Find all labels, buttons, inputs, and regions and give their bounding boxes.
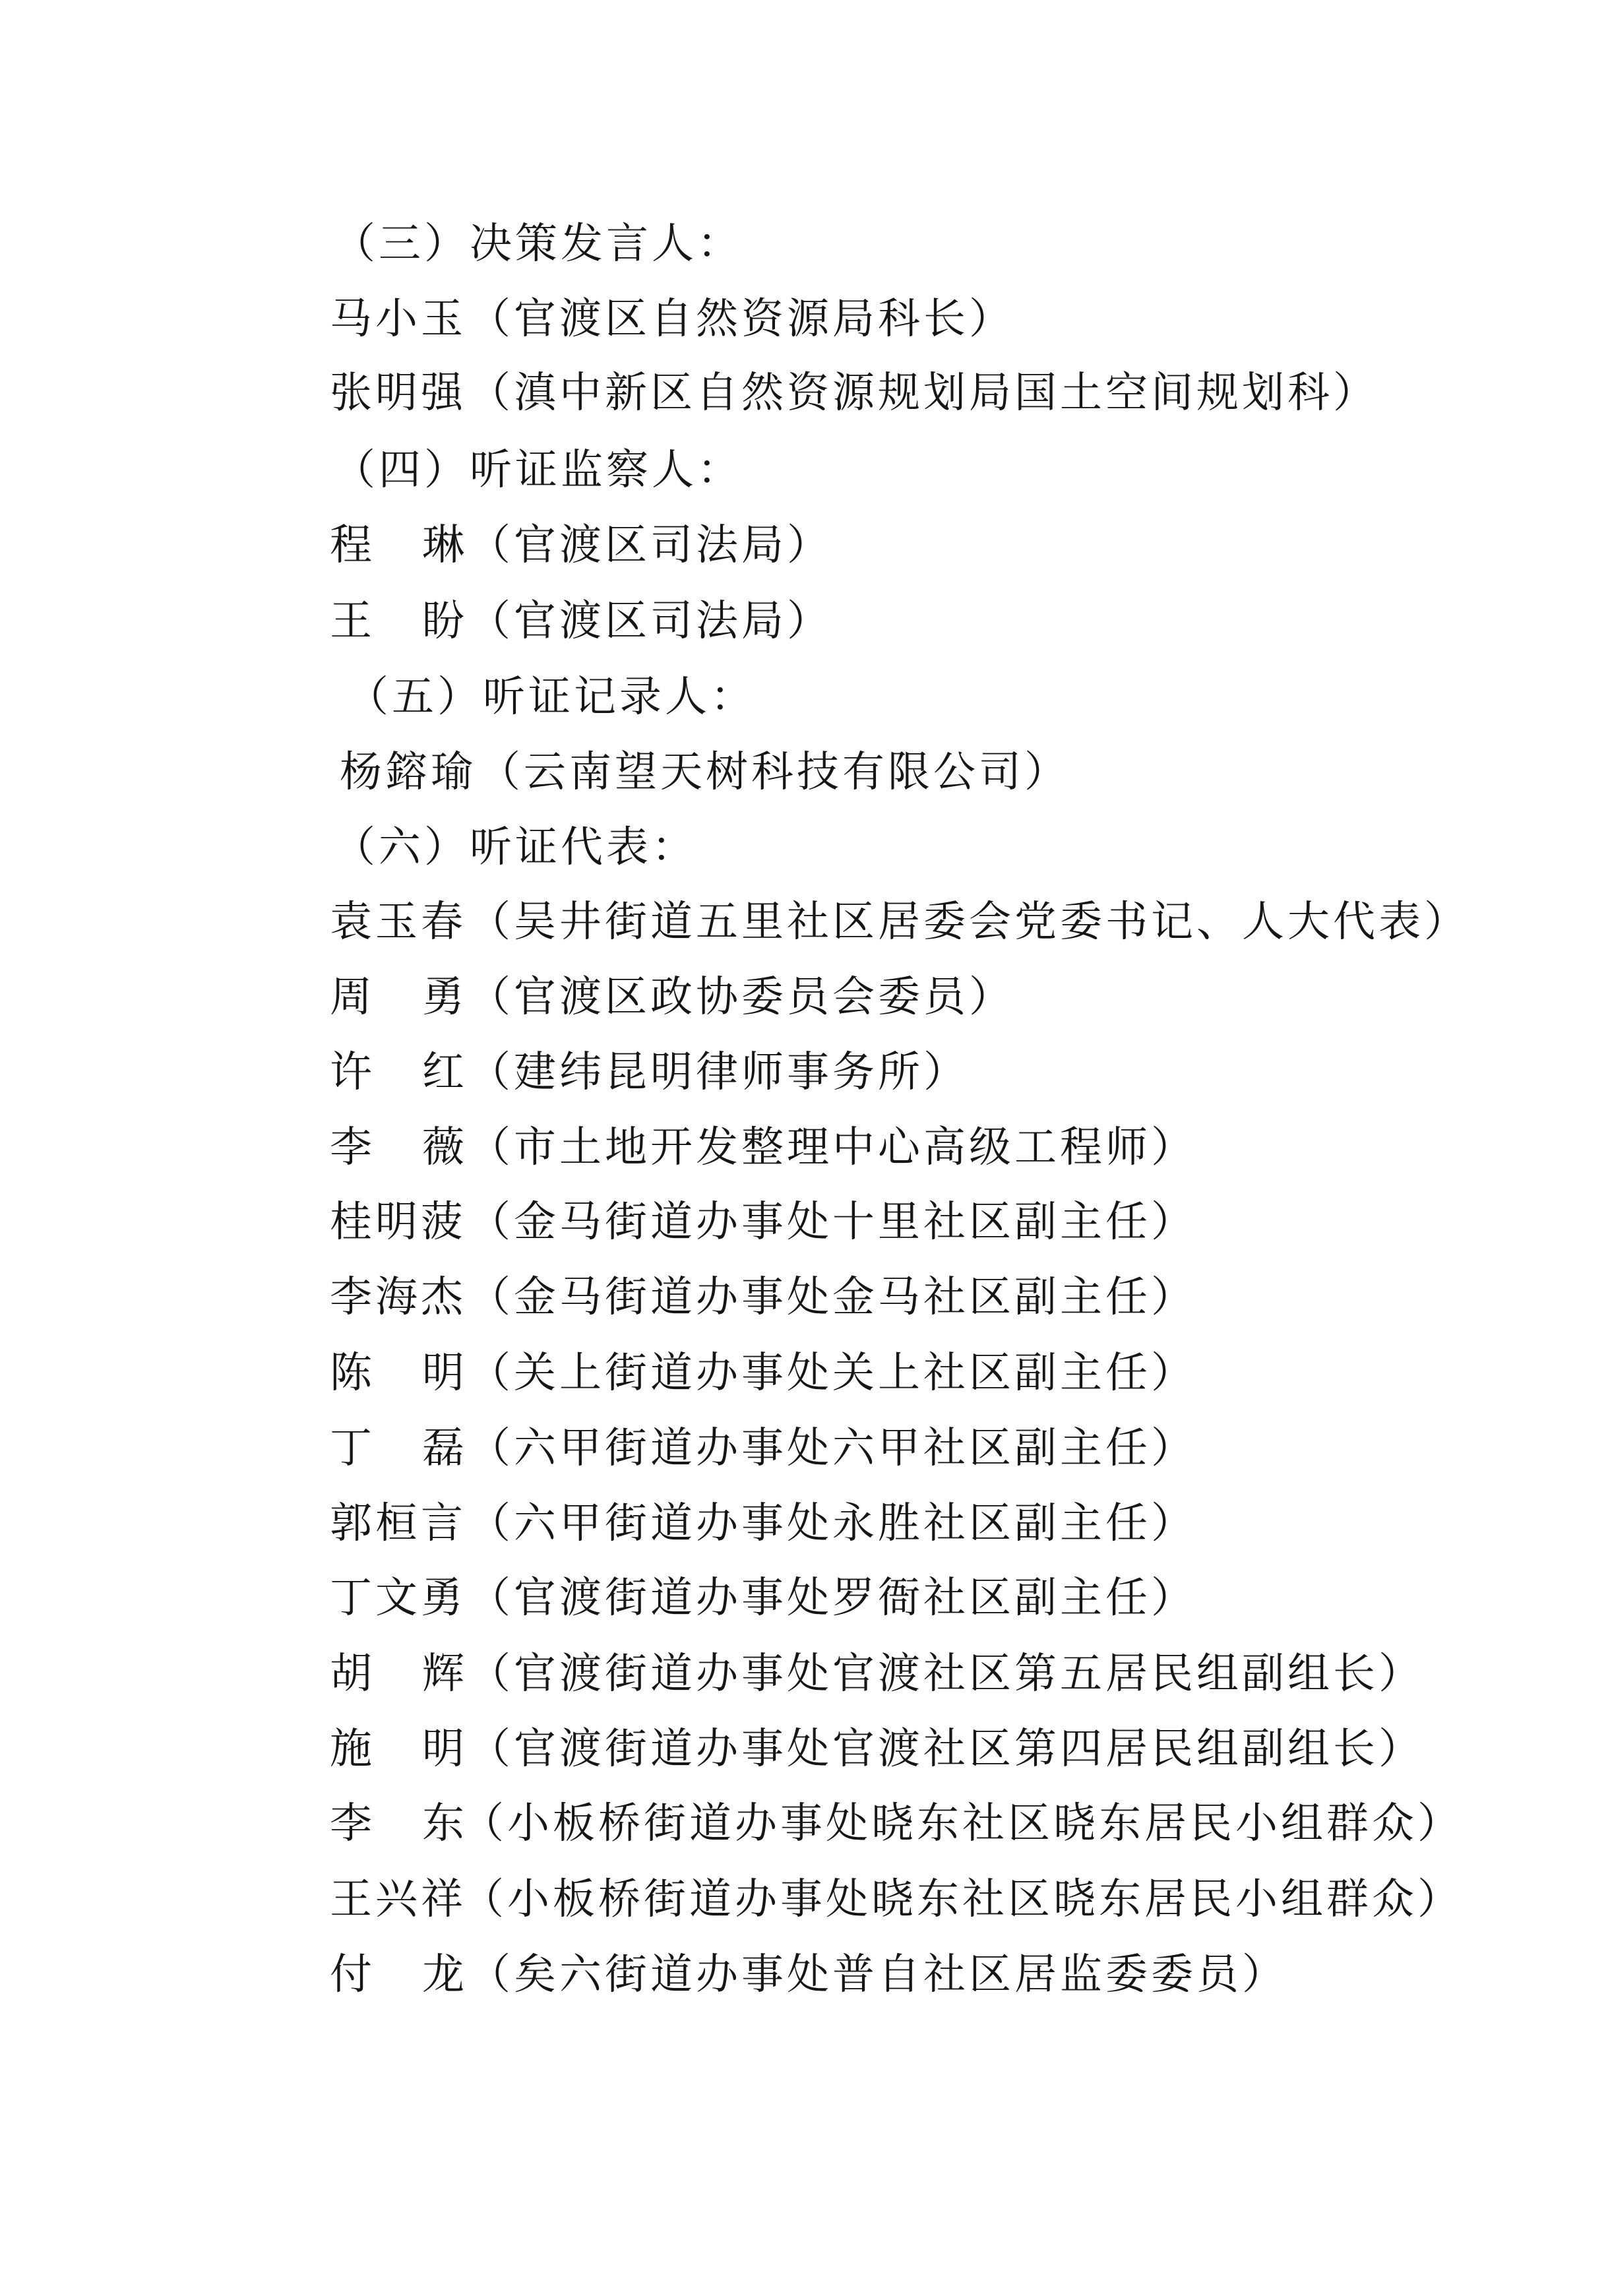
person-row bbox=[330, 1720, 1424, 1779]
section-heading-hearing-representatives: （六）听证代表： bbox=[333, 823, 697, 872]
person-row bbox=[330, 968, 1014, 1027]
person-row bbox=[330, 1945, 1287, 2004]
person-row bbox=[330, 592, 832, 651]
person-affiliation: （官渡街道办事处官渡社区第五居民组副组长） bbox=[468, 1650, 1424, 1698]
person-name bbox=[330, 516, 468, 575]
person-affiliation: （市土地开发整理中心高级工程师） bbox=[468, 1123, 1196, 1172]
person-row bbox=[330, 1568, 1196, 1628]
person-name: 袁玉春 bbox=[330, 898, 466, 946]
person-name bbox=[330, 1419, 468, 1478]
person-name-first: 李 bbox=[330, 1799, 372, 1848]
person-row bbox=[330, 892, 1469, 952]
person-name-last: 东 bbox=[422, 1799, 464, 1848]
person-name: 杨鎔瑜 bbox=[340, 748, 476, 797]
person-name-last: 红 bbox=[422, 1048, 464, 1097]
person-name-last: 盼 bbox=[422, 597, 464, 646]
person-affiliation: （官渡区自然资源局科长） bbox=[468, 295, 1014, 344]
person-affiliation: （滇中新区自然资源规划局国土空间规划科） bbox=[468, 369, 1378, 418]
person-row bbox=[330, 1644, 1424, 1704]
person-name-first: 丁 bbox=[330, 1424, 372, 1473]
person-name-last: 明 bbox=[422, 1725, 464, 1774]
person-row bbox=[330, 1419, 1196, 1478]
person-name-last: 龙 bbox=[422, 1950, 464, 1999]
person-affiliation: （云南望天树科技有限公司） bbox=[478, 748, 1070, 797]
person-name-first: 周 bbox=[330, 973, 372, 1022]
person-row bbox=[340, 743, 1070, 802]
person-affiliation: （吴井街道五里社区居委会党委书记、人大代表） bbox=[468, 898, 1469, 946]
person-name: 王兴祥 bbox=[330, 1875, 466, 1924]
person-affiliation: （官渡街道办事处官渡社区第四居民组副组长） bbox=[468, 1725, 1424, 1774]
person-affiliation: （矣六街道办事处普自社区居监委委员） bbox=[468, 1950, 1287, 1999]
person-affiliation: （金马街道办事处金马社区副主任） bbox=[468, 1273, 1196, 1322]
person-affiliation: （官渡街道办事处罗衙社区副主任） bbox=[468, 1574, 1196, 1623]
person-name bbox=[330, 1720, 468, 1779]
person-name bbox=[330, 1794, 462, 1853]
person-row bbox=[330, 1118, 1196, 1177]
person-name-first: 李 bbox=[330, 1123, 372, 1172]
person-name-first: 付 bbox=[330, 1950, 372, 1999]
person-row bbox=[330, 516, 832, 575]
person-affiliation: （官渡区政协委员会委员） bbox=[468, 973, 1014, 1022]
person-row bbox=[330, 290, 1014, 349]
person-name bbox=[330, 592, 468, 651]
person-name: 郭桓言 bbox=[330, 1499, 466, 1548]
person-name-last: 琳 bbox=[422, 521, 464, 570]
person-name-first: 胡 bbox=[330, 1650, 372, 1698]
person-name: 马小玉 bbox=[330, 295, 466, 344]
person-row bbox=[330, 1870, 1463, 1929]
person-name-first: 陈 bbox=[330, 1349, 372, 1398]
person-affiliation: （官渡区司法局） bbox=[468, 597, 832, 646]
person-name-first: 施 bbox=[330, 1725, 372, 1774]
person-name bbox=[330, 1945, 468, 2004]
person-affiliation: （小板桥街道办事处晓东社区晓东居民小组群众） bbox=[462, 1799, 1463, 1848]
person-name-last: 薇 bbox=[422, 1123, 464, 1172]
person-affiliation: （关上街道办事处关上社区副主任） bbox=[468, 1349, 1196, 1398]
person-name-last: 勇 bbox=[422, 973, 464, 1022]
person-row bbox=[330, 1344, 1196, 1403]
section-heading-decision-speakers: （三）决策发言人： bbox=[333, 220, 743, 268]
person-name-last: 磊 bbox=[422, 1424, 464, 1473]
person-row bbox=[330, 1794, 1463, 1853]
person-name: 李海杰 bbox=[330, 1273, 466, 1322]
person-affiliation: （官渡区司法局） bbox=[468, 521, 832, 570]
section-heading-hearing-supervisors: （四）听证监察人： bbox=[333, 446, 743, 495]
person-affiliation: （金马街道办事处十里社区副主任） bbox=[468, 1198, 1196, 1247]
person-affiliation: （六甲街道办事处六甲社区副主任） bbox=[468, 1424, 1196, 1473]
person-name-first: 王 bbox=[330, 597, 372, 646]
person-affiliation: （建纬昆明律师事务所） bbox=[468, 1048, 969, 1097]
person-name bbox=[330, 1118, 468, 1177]
person-name bbox=[330, 968, 468, 1027]
person-name bbox=[330, 1644, 468, 1704]
person-name: 桂明菠 bbox=[330, 1198, 466, 1247]
person-name: 丁文勇 bbox=[330, 1574, 466, 1623]
person-affiliation: （六甲街道办事处永胜社区副主任） bbox=[468, 1499, 1196, 1548]
person-name bbox=[330, 1043, 468, 1102]
person-row bbox=[330, 1193, 1196, 1252]
person-name bbox=[330, 1344, 468, 1403]
person-name-first: 许 bbox=[330, 1048, 372, 1097]
person-name-last: 明 bbox=[422, 1349, 464, 1398]
person-name-first: 程 bbox=[330, 521, 372, 570]
person-affiliation: （小板桥街道办事处晓东社区晓东居民小组群众） bbox=[462, 1875, 1463, 1924]
section-heading-hearing-recorder: （五）听证记录人： bbox=[346, 673, 756, 722]
person-row bbox=[330, 1043, 969, 1102]
person-row bbox=[330, 1494, 1196, 1553]
person-row bbox=[330, 1268, 1196, 1327]
person-name: 张明强 bbox=[330, 369, 466, 418]
person-row bbox=[330, 363, 1378, 423]
person-name-last: 辉 bbox=[422, 1650, 464, 1698]
